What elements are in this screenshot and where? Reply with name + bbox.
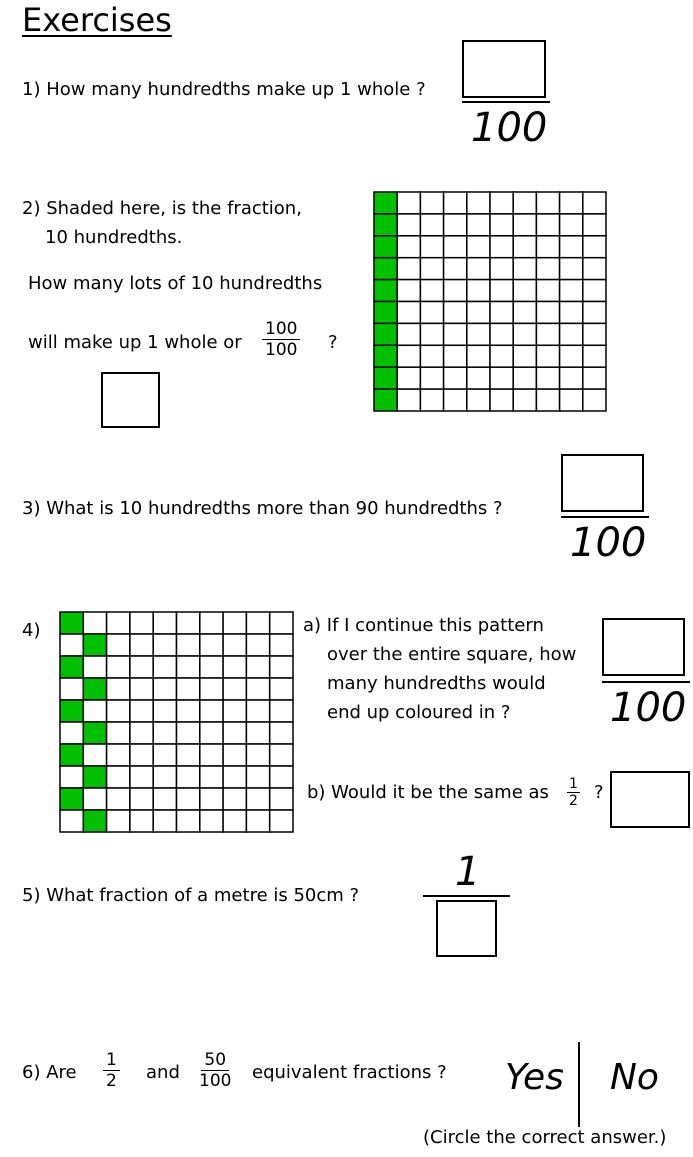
grid4-cell [60,744,83,766]
question-4a-line-4: end up coloured in ? [327,702,511,723]
grid2-cell [444,367,467,389]
question-2-line-1: 2) Shaded here, is the fraction, [22,198,302,219]
grid2-cell [374,345,397,367]
grid4-cell [223,700,246,722]
grid2-cell [397,367,420,389]
question-4-label: 4) [22,620,41,641]
question-4b-question-mark: ? [594,782,604,803]
question-5-fraction-bar [423,895,510,897]
grid2-cell [374,258,397,280]
grid2-cell [583,323,606,345]
grid2-cell [560,192,583,214]
grid2-cell [536,323,559,345]
grid4-cell [270,700,293,722]
grid2-cell [560,214,583,236]
grid4-cell [200,612,223,634]
grid2-cell [420,367,443,389]
grid2-cell [490,214,513,236]
question-4b-answer-box[interactable] [610,771,690,828]
grid4-cell [130,634,153,656]
question-4b-text: b) Would it be the same as [307,782,549,803]
grid4-cell [130,700,153,722]
grid4-cell [223,722,246,744]
grid2-cell [420,323,443,345]
grid4-cell [107,722,130,744]
grid2-cell [467,345,490,367]
grid2-cell [397,258,420,280]
question-4b-fraction-denominator: 2 [569,793,578,809]
grid4-cell [246,766,269,788]
grid4-cell [83,700,106,722]
grid4-cell [153,722,176,744]
grid4-cell [153,634,176,656]
grid2-cell [560,258,583,280]
grid4-cell [177,788,200,810]
grid4-cell [60,810,83,832]
grid4-cell [246,744,269,766]
grid4-cell [223,634,246,656]
grid4-cell [177,612,200,634]
grid2-cell [467,280,490,302]
question-1-fraction-bar [462,101,550,103]
grid2-cell [513,389,536,411]
grid4-cell [270,788,293,810]
grid4-cell [60,656,83,678]
grid2-cell [374,280,397,302]
question-4a-line-2: over the entire square, how [327,644,577,665]
grid2-cell [397,389,420,411]
grid4-cell [130,656,153,678]
grid4-cell [200,788,223,810]
grid4-cell [83,612,106,634]
grid2-cell [583,367,606,389]
grid2-cell [467,389,490,411]
question-6-no-option[interactable]: No [610,1057,659,1098]
question-1-denominator: 100 [471,105,548,151]
grid4-cell [107,612,130,634]
question-6-and: and [146,1062,180,1083]
grid4-cell [60,612,83,634]
grid4-cell [107,810,130,832]
grid4-cell [83,788,106,810]
grid4-cell [200,722,223,744]
grid2-cell [397,323,420,345]
grid4-cell [177,722,200,744]
grid2-cell [513,302,536,324]
question-3-answer-box[interactable] [561,454,644,512]
grid4-cell [270,634,293,656]
grid2-cell [444,214,467,236]
grid2-cell [536,236,559,258]
grid2-cell [583,345,606,367]
grid4-cell [153,766,176,788]
grid2-cell [513,280,536,302]
grid4-cell [107,678,130,700]
grid4-cell [223,656,246,678]
grid2-cell [397,192,420,214]
grid2-cell [444,192,467,214]
grid4-cell [153,744,176,766]
grid2-cell [536,302,559,324]
question-2-hundred-grid [374,192,606,411]
grid2-cell [583,389,606,411]
question-2-fraction-numerator: 100 [262,319,300,340]
question-2-question-mark: ? [328,332,338,353]
grid4-cell [246,678,269,700]
grid2-cell [560,236,583,258]
grid2-cell [490,236,513,258]
grid2-cell [374,214,397,236]
grid4-cell [107,788,130,810]
grid2-cell [490,323,513,345]
grid2-cell [420,302,443,324]
grid4-cell [177,634,200,656]
grid4-cell [223,788,246,810]
grid2-cell [444,236,467,258]
grid2-cell [513,214,536,236]
page-title: Exercises [22,1,172,39]
grid4-cell [130,722,153,744]
grid4-cell [107,656,130,678]
grid4-cell [130,744,153,766]
grid4-cell [83,810,106,832]
grid2-cell [536,345,559,367]
grid2-cell [374,192,397,214]
question-3-denominator: 100 [570,520,647,566]
grid2-cell [467,323,490,345]
grid2-cell [513,236,536,258]
grid4-cell [153,788,176,810]
grid4-cell [177,744,200,766]
grid4-cell [270,766,293,788]
grid2-cell [583,258,606,280]
grid2-cell [536,280,559,302]
question-4b-fraction-numerator: 1 [569,776,578,792]
grid4-cell [200,744,223,766]
grid4-cell [130,678,153,700]
question-3-fraction-bar [561,516,649,518]
grid2-cell [490,302,513,324]
grid2-cell [490,367,513,389]
grid4-cell [153,700,176,722]
grid4-cell [153,656,176,678]
grid4-cell [130,788,153,810]
question-1-text: 1) How many hundredths make up 1 whole ? [22,79,426,100]
question-6-fraction-1 [103,1050,120,1091]
grid2-cell [583,302,606,324]
grid2-cell [397,236,420,258]
grid2-cell [420,345,443,367]
question-1-answer-box[interactable] [462,40,546,98]
grid4-cell [246,700,269,722]
grid2-cell [444,323,467,345]
grid2-cell [513,323,536,345]
grid2-cell [513,367,536,389]
grid2-cell [420,214,443,236]
grid4-cell [177,656,200,678]
grid4-cell [270,722,293,744]
grid2-cell [397,345,420,367]
grid4-cell [83,634,106,656]
question-2-line-4: will make up 1 whole or [28,332,242,353]
question-4a-denominator: 100 [610,685,687,731]
question-6-fraction-1-denominator: 2 [106,1071,117,1091]
question-6-divider [578,1042,580,1127]
grid4-cell [60,766,83,788]
grid4-cell [177,766,200,788]
grid4-cell [223,810,246,832]
grid4-cell [246,810,269,832]
question-6-fraction-2-denominator: 100 [199,1071,232,1091]
grid2-cell [583,280,606,302]
grid4-cell [107,744,130,766]
grid4-cell [130,612,153,634]
question-6-fraction-2-numerator: 50 [201,1050,229,1071]
grid2-cell [444,258,467,280]
grid4-cell [60,788,83,810]
grid4-cell [153,612,176,634]
grid4-cell [223,744,246,766]
grid2-cell [490,345,513,367]
grid4-cell [200,700,223,722]
grid2-cell [374,302,397,324]
grid4-cell [270,656,293,678]
grid2-cell [583,192,606,214]
grid4-cell [270,744,293,766]
grid2-cell [536,214,559,236]
grid4-cell [223,766,246,788]
grid2-cell [536,192,559,214]
question-4-pattern-grid [60,612,293,832]
grid2-cell [420,389,443,411]
grid2-cell [513,345,536,367]
grid2-cell [560,345,583,367]
grid2-cell [374,323,397,345]
grid2-cell [490,280,513,302]
question-4b-fraction [567,776,580,809]
grid4-cell [153,810,176,832]
grid2-cell [397,302,420,324]
grid4-cell [200,678,223,700]
grid2-cell [420,280,443,302]
grid2-cell [467,302,490,324]
question-2-answer-box[interactable] [101,372,160,428]
question-5-text: 5) What fraction of a metre is 50cm ? [22,885,360,906]
grid4-cell [200,810,223,832]
grid2-cell [374,367,397,389]
grid2-cell [513,258,536,280]
grid2-cell [444,280,467,302]
grid4-cell [223,612,246,634]
grid4-cell [177,700,200,722]
grid2-cell [444,389,467,411]
question-5-answer-box[interactable] [436,900,497,957]
grid4-cell [83,744,106,766]
grid4-cell [107,700,130,722]
question-2-line-3: How many lots of 10 hundredths [28,273,323,294]
grid4-cell [200,634,223,656]
grid2-cell [490,258,513,280]
question-6-note: (Circle the correct answer.) [423,1127,667,1148]
grid4-cell [223,678,246,700]
grid2-cell [467,236,490,258]
grid2-cell [560,302,583,324]
grid4-cell [107,766,130,788]
question-6-suffix: equivalent fractions ? [252,1062,447,1083]
grid4-cell [60,634,83,656]
grid4-cell [83,678,106,700]
grid2-cell [490,389,513,411]
grid2-cell [444,302,467,324]
grid2-cell [374,236,397,258]
grid4-cell [200,656,223,678]
grid4-cell [83,722,106,744]
grid4-cell [153,678,176,700]
grid4-cell [60,678,83,700]
grid2-cell [420,192,443,214]
grid4-cell [270,612,293,634]
grid2-cell [513,192,536,214]
question-2-fraction [262,319,300,360]
grid2-cell [536,258,559,280]
grid2-cell [536,367,559,389]
grid2-cell [420,236,443,258]
grid4-cell [246,634,269,656]
grid4-cell [83,766,106,788]
grid2-cell [583,214,606,236]
question-4a-line-1: a) If I continue this pattern [303,615,544,636]
grid2-cell [467,214,490,236]
grid4-cell [177,678,200,700]
grid4-cell [246,722,269,744]
grid2-cell [560,389,583,411]
grid4-cell [246,656,269,678]
question-6-fraction-2 [196,1050,234,1091]
grid4-cell [60,722,83,744]
grid4-cell [107,634,130,656]
grid4-cell [177,810,200,832]
grid2-cell [397,214,420,236]
grid2-cell [467,192,490,214]
grid4-cell [130,810,153,832]
grid2-cell [444,345,467,367]
grid2-cell [536,389,559,411]
grid4-cell [270,810,293,832]
question-6-yes-option[interactable]: Yes [505,1057,564,1098]
grid2-cell [467,258,490,280]
question-4a-line-3: many hundredths would [327,673,546,694]
grid4-cell [83,656,106,678]
grid2-cell [583,236,606,258]
question-4a-fraction-bar [602,681,690,683]
grid2-cell [560,323,583,345]
question-4a-answer-box[interactable] [602,618,685,676]
grid4-cell [246,612,269,634]
grid4-cell [270,678,293,700]
grid2-cell [374,389,397,411]
grid2-cell [397,280,420,302]
grid2-cell [560,367,583,389]
grid4-cell [60,700,83,722]
question-2-fraction-denominator: 100 [265,340,298,360]
question-3-text: 3) What is 10 hundredths more than 90 hundredths ? [22,498,503,519]
grid2-cell [467,367,490,389]
grid4-cell [130,766,153,788]
grid4-cell [246,788,269,810]
question-2-line-2: 10 hundredths. [45,227,183,248]
grid4-cell [200,766,223,788]
grid2-cell [560,280,583,302]
question-5-numerator: 1 [455,849,481,895]
question-6-fraction-1-numerator: 1 [103,1050,120,1071]
grid2-cell [420,258,443,280]
grid2-cell [490,192,513,214]
question-6-prefix: 6) Are [22,1062,77,1083]
